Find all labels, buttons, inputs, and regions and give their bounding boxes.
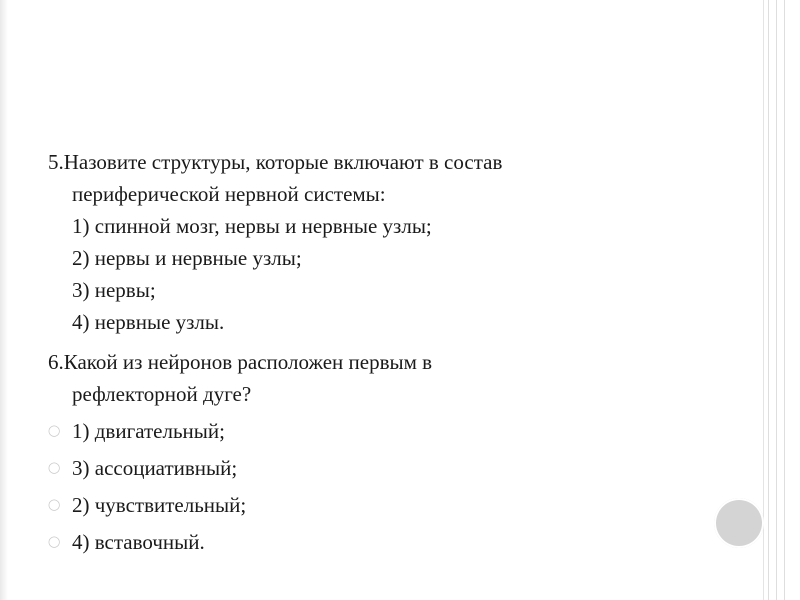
question-6-option-label: 4) вставочный. bbox=[72, 530, 205, 554]
bullet-icon: ◯ bbox=[48, 424, 61, 437]
question-5-option: 1) спинной мозг, нервы и нервные узлы; bbox=[72, 214, 432, 238]
question-6-option bbox=[48, 452, 698, 484]
question-6-title-line1: 6.Какой из нейронов расположен первым в bbox=[48, 350, 433, 374]
question-6-title bbox=[48, 346, 698, 410]
bullet-icon: ◯ bbox=[48, 535, 61, 548]
question-6-option-label: 1) двигательный; bbox=[72, 419, 225, 443]
bullet-icon: ◯ bbox=[48, 498, 61, 511]
question-6-option-label: 2) чувствительный; bbox=[72, 493, 247, 517]
question-6-title-line2: рефлекторной дуге? bbox=[72, 382, 252, 406]
question-6-option bbox=[48, 526, 698, 558]
question-5-option: 4) нервные узлы. bbox=[72, 310, 225, 334]
question-6-option-label: 3) ассоциативный; bbox=[72, 456, 238, 480]
question-5-title-line1: 5.Назовите структуры, которые включают в состав bbox=[48, 150, 503, 174]
question-5-option: 2) нервы и нервные узлы; bbox=[72, 246, 302, 270]
decorative-rail bbox=[776, 0, 777, 600]
frame-left-shadow bbox=[0, 0, 8, 600]
bullet-icon: ◯ bbox=[48, 461, 61, 474]
question-5-title-line2: периферической нервной системы: bbox=[72, 182, 386, 206]
slide-content bbox=[48, 146, 698, 558]
question-5-option: 3) нервы; bbox=[72, 278, 156, 302]
decorative-rail bbox=[784, 0, 785, 600]
question-6 bbox=[48, 346, 698, 558]
question-5-title bbox=[48, 146, 698, 210]
question-6-option bbox=[48, 415, 698, 447]
decorative-circle bbox=[714, 498, 764, 548]
decorative-rail bbox=[768, 0, 769, 600]
question-6-option bbox=[48, 489, 698, 521]
question-5 bbox=[48, 146, 698, 338]
